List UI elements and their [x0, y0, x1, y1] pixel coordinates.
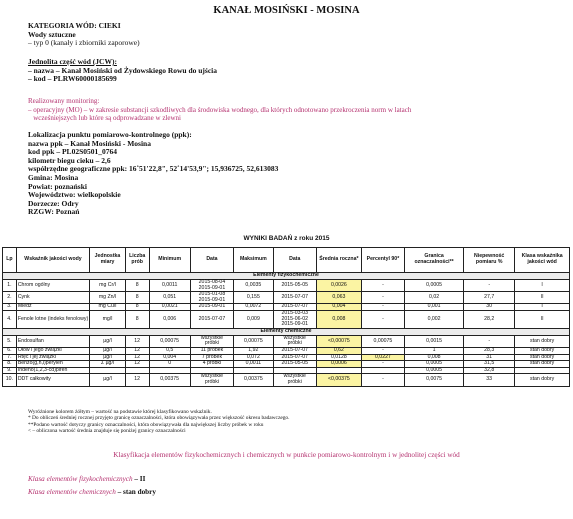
cell-sample-count: 12 — [125, 335, 149, 347]
header-cell: Lp — [3, 248, 17, 273]
cell-maximum: 0,00075 — [234, 335, 274, 347]
cell-quantification-limit: 0,0015 — [405, 335, 464, 347]
cell-annual-mean: 0,0026 — [316, 280, 361, 292]
table-row — [3, 335, 570, 347]
header-cell: Średnia roczna* — [316, 248, 361, 273]
cell-unit: mg Cr/l — [90, 280, 126, 292]
physchem-label: Klasa elementów fizykochemicznych — [28, 475, 133, 483]
header-cell: Wskaźnik jakości wody — [16, 248, 89, 273]
cell-minimum: 0,0021 — [149, 304, 190, 311]
cell-unit: µg/l — [90, 335, 126, 347]
classification-chem — [28, 488, 156, 497]
cell-min-date: 2015-09-01 — [190, 304, 233, 311]
cell-percentile-90: 0,00075 — [361, 335, 404, 347]
header-cell: Klasa wskaźnika jakości wód — [515, 248, 570, 273]
cell-annual-mean: <0,00375 — [316, 374, 361, 386]
cell-minimum: 0,004 — [149, 354, 190, 361]
cell-percentile-90: - — [361, 304, 404, 311]
results-table — [2, 247, 570, 387]
cell-parameter: Chrom ogólny — [16, 280, 89, 292]
cell-lp: 1. — [3, 280, 17, 292]
cell-quantification-limit: 0,008 — [405, 354, 464, 361]
header-cell: Minimum — [149, 248, 190, 273]
header-cell: Liczba prób — [125, 248, 149, 273]
location-ppk-code: kod ppk – PL02S0501_0764 — [28, 147, 117, 157]
cell-parameter: Cynk — [16, 292, 89, 304]
cell-lp: 7. — [3, 354, 17, 361]
category-line-1: Wody sztuczne — [28, 29, 76, 39]
cell-maximum: 0,0072 — [234, 304, 274, 311]
location-section — [28, 131, 278, 217]
cell-lp: 10. — [3, 374, 17, 386]
category-section — [28, 22, 140, 48]
table-row — [3, 280, 570, 292]
cell-quantification-limit: 0,001 — [405, 304, 464, 311]
cell-unit: mg/l — [90, 310, 126, 328]
cell-percentile-90: - — [361, 374, 404, 386]
table-row — [3, 310, 570, 328]
cell-sample-count: 8 — [125, 310, 149, 328]
jcw-heading: Jednolita część wód (JCW): — [28, 57, 117, 66]
cell-parameter: Rtęć i jej związki — [16, 354, 89, 361]
cell-annual-mean: 0,0006 — [316, 361, 361, 368]
cell-lp: 2. — [3, 292, 17, 304]
cell-parameter: Ołów i jego związki — [16, 347, 89, 354]
cell-quantification-limit: 0,0075 — [405, 374, 464, 386]
cell-maximum: 0,155 — [234, 292, 274, 304]
cell-sample-count: 8 — [125, 304, 149, 311]
table-notes — [28, 409, 289, 435]
cell-lp: 4. — [3, 310, 17, 328]
cell-parameter: Benzo(g,h,i)perylen — [16, 361, 89, 368]
cell-uncertainty: 30 — [464, 304, 515, 311]
cell-minimum: 0,00375 — [149, 374, 190, 386]
cell-min-date: wszystkie próbki — [190, 374, 233, 386]
jcw-section — [28, 58, 217, 84]
cell-maximum: 1,92 — [234, 347, 274, 354]
cell-annual-mean — [316, 367, 361, 374]
cell-parameter: Fenole lotne (indeks fenolowy) — [16, 310, 89, 328]
cell-max-date: 2015-05-05 — [273, 280, 316, 292]
cell-class — [515, 367, 570, 374]
cell-uncertainty: - — [464, 280, 515, 292]
cell-annual-mean: 0,0128 — [316, 354, 361, 361]
classification-heading: Klasyfikacja elementów fizykochemicznych i chemicznych w punkcie pomiarowo-kontrolnym i w jednolitej części wód — [113, 451, 460, 459]
cell-unit: µg/l — [90, 374, 126, 386]
cell-quantification-limit: 1 — [405, 347, 464, 354]
monitoring-section — [28, 97, 411, 123]
cell-quantification-limit: 0,0005 — [405, 361, 464, 368]
location-rzgw: RZGW: Poznań — [28, 207, 80, 217]
cell-class: I — [515, 280, 570, 292]
cell-percentile-90: - — [361, 361, 404, 368]
cell-quantification-limit: 0,02 — [405, 292, 464, 304]
cell-sample-count: 12 — [125, 347, 149, 354]
classification-physchem — [28, 475, 145, 484]
cell-minimum: 0,051 — [149, 292, 190, 304]
cell-minimum: 0 — [149, 361, 190, 368]
cell-max-date: wszystkie próbki — [273, 335, 316, 347]
cell-lp: 5. — [3, 335, 17, 347]
table-row — [3, 292, 570, 304]
location-gmina: Gmina: Mosina — [28, 172, 79, 182]
results-caption: WYNIKI BADAŃ z roku 2015 — [243, 235, 330, 242]
cell-min-date: 2015-07-07 — [190, 310, 233, 328]
note-line: < – obliczona wartość średnia znajduje się poniżej granicy oznaczalności — [28, 428, 186, 435]
cell-annual-mean: <0,00075 — [316, 335, 361, 347]
cell-sample-count — [125, 367, 149, 374]
cell-maximum: 0,00375 — [234, 374, 274, 386]
cell-sample-count: 8 — [125, 292, 149, 304]
location-heading: Lokalizacja punktu pomiarowo-kontrolnego (ppk): — [28, 130, 192, 139]
cell-class: stan dobry — [515, 335, 570, 347]
cell-class: I — [515, 304, 570, 311]
cell-uncertainty: 32,8 — [464, 367, 515, 374]
header-cell: Jednostka miary — [90, 248, 126, 273]
cell-parameter: Indeno(1,2,3-cd)piren — [16, 367, 89, 374]
cell-percentile-90: - — [361, 347, 404, 354]
cell-minimum: 0,00075 — [149, 335, 190, 347]
cell-minimum: 0,006 — [149, 310, 190, 328]
cell-unit: µg/l — [90, 354, 126, 361]
cell-max-date: 2015-07-07 — [273, 354, 316, 361]
cell-uncertainty: 28,2 — [464, 310, 515, 328]
monitoring-line-2: wcześniejszych lub które są odprowadzane w zlewni — [28, 114, 181, 123]
category-line-2: – typ 0 (kanały i zbiorniki zaporowe) — [28, 38, 140, 48]
cell-parameter: DDT całkowity — [16, 374, 89, 386]
jcw-code: – kod – PLRW60000185699 — [28, 74, 117, 84]
cell-uncertainty: 27,7 — [464, 292, 515, 304]
cell-sample-count: 12 — [125, 354, 149, 361]
location-dorzecze: Dorzecze: Odry — [28, 198, 79, 208]
cell-sample-count: 12 — [125, 361, 149, 368]
cell-percentile-90: - — [361, 292, 404, 304]
cell-quantification-limit: 0,002 — [405, 310, 464, 328]
cell-unit: µg/l — [90, 347, 126, 354]
header-cell: Maksimum — [234, 248, 274, 273]
header-cell: Data — [273, 248, 316, 273]
note-line: * Do obliczeń średniej rocznej przyjęto granicę oznaczalności, która obowiązywała przez większość okresu badawczego. — [28, 415, 290, 422]
cell-maximum: 0,0035 — [234, 280, 274, 292]
cell-maximum: 0,072 — [234, 354, 274, 361]
cell-max-date: 2015-05-05 — [273, 361, 316, 368]
cell-lp: 3. — [3, 304, 17, 311]
cell-min-date: 2015-08-04 2015-09-01 — [190, 280, 233, 292]
cell-uncertainty: 28,3 — [464, 347, 515, 354]
cell-uncertainty: - — [464, 335, 515, 347]
category-label: KATEGORIA WÓD: CIEKI — [28, 21, 121, 30]
cell-min-date: 4 próbki — [190, 361, 233, 368]
chem-value: – stan dobry — [115, 488, 156, 496]
cell-uncertainty: 33 — [464, 374, 515, 386]
cell-maximum: 0,0011 — [234, 361, 274, 368]
cell-annual-mean: 0,008 — [316, 310, 361, 328]
group-label: Elementy fizykochemiczne — [3, 273, 570, 280]
cell-parameter: Endosulfan — [16, 335, 89, 347]
cell-percentile-90 — [361, 367, 404, 374]
table-header-row — [3, 248, 570, 273]
cell-min-date: 7 próbek — [190, 354, 233, 361]
location-wojewodztwo: Województwo: wielkopolskie — [28, 190, 121, 200]
cell-lp: 8. — [3, 361, 17, 368]
cell-min-date: 2015-01-08 2015-09-01 — [190, 292, 233, 304]
cell-max-date: 2015-07-07 — [273, 304, 316, 311]
cell-unit: Σ µg/l — [90, 361, 126, 368]
cell-lp: 6. — [3, 347, 17, 354]
cell-class: stan dobry — [515, 347, 570, 354]
cell-maximum — [234, 367, 274, 374]
cell-annual-mean: 0,063 — [316, 292, 361, 304]
cell-uncertainty: 31 — [464, 354, 515, 361]
cell-sample-count: 12 — [125, 374, 149, 386]
cell-minimum: 0,0011 — [149, 280, 190, 292]
cell-unit: mg Cu/l — [90, 304, 126, 311]
cell-min-date: 11 próbek — [190, 347, 233, 354]
cell-min-date: wszystkie próbki — [190, 335, 233, 347]
note-line: Wyróżnione kolorem żółtym – wartość na podstawie której klasyfikowano wskaźnik. — [28, 409, 212, 415]
cell-class: stan dobry — [515, 361, 570, 368]
header-cell: Percentyl 90* — [361, 248, 404, 273]
cell-unit — [90, 367, 126, 374]
cell-parameter: Miedź — [16, 304, 89, 311]
cell-max-date: 2015-07-07 — [273, 347, 316, 354]
location-coords: współrzędne geograficzne ppk: 16˚51'22,8", 52˚14'53,9"; 15,936725, 52,613083 — [28, 164, 279, 174]
monitoring-heading: Realizowany monitoring: — [28, 97, 100, 105]
group-label: Elementy chemiczne — [3, 328, 570, 335]
cell-minimum — [149, 367, 190, 374]
jcw-name: – nazwa – Kanał Mosiński od Żydowskiego Rowu do ujścia — [28, 65, 217, 75]
cell-class: stan dobry — [515, 374, 570, 386]
cell-percentile-90: 0,0227 — [361, 354, 404, 361]
cell-max-date: wszystkie próbki — [273, 374, 316, 386]
location-ppk-name: nazwa ppk – Kanał Mosiński - Mosina — [28, 138, 151, 148]
header-cell: Granica oznaczalności** — [405, 248, 464, 273]
cell-annual-mean: 0,62 — [316, 347, 361, 354]
chem-label: Klasa elementów chemicznych — [28, 488, 116, 496]
cell-quantification-limit: 0,0005 — [405, 280, 464, 292]
page-title: KANAŁ MOSIŃSKI - MOSINA — [213, 5, 360, 16]
cell-percentile-90: - — [361, 280, 404, 292]
cell-class: II — [515, 310, 570, 328]
cell-quantification-limit: 0,0005 — [405, 367, 464, 374]
cell-lp: 9. — [3, 367, 17, 374]
header-cell: Niepewność pomiaru % — [464, 248, 515, 273]
cell-sample-count: 8 — [125, 280, 149, 292]
header-cell: Data — [190, 248, 233, 273]
cell-class: II — [515, 292, 570, 304]
cell-max-date: 2015-03-03 2015-06-02 2015-09-01 — [273, 310, 316, 328]
cell-unit: mg Zn/l — [90, 292, 126, 304]
monitoring-line-1: – operacyjny (MO) – w zakresie substancji szkodliwych dla środowiska wodnego, dla których odnotowano przekroczenia norm w latach — [28, 105, 412, 114]
cell-max-date: 2015-07-07 — [273, 292, 316, 304]
group-row — [3, 273, 570, 280]
cell-minimum: 0,5 — [149, 347, 190, 354]
cell-uncertainty: 31,5 — [464, 361, 515, 368]
cell-maximum: 0,009 — [234, 310, 274, 328]
cell-annual-mean: 0,004 — [316, 304, 361, 311]
note-line: **Podano wartość dotyczy granicy oznaczalności, która obowiązywała dla największej liczby próbek w roku — [28, 421, 264, 428]
location-km: kilometr biegu cieku – 2,6 — [28, 155, 111, 165]
location-powiat: Powiat: poznański — [28, 181, 87, 191]
physchem-value: – II — [132, 475, 146, 483]
cell-percentile-90: - — [361, 310, 404, 328]
table-row — [3, 374, 570, 386]
cell-class: stan dobry — [515, 354, 570, 361]
